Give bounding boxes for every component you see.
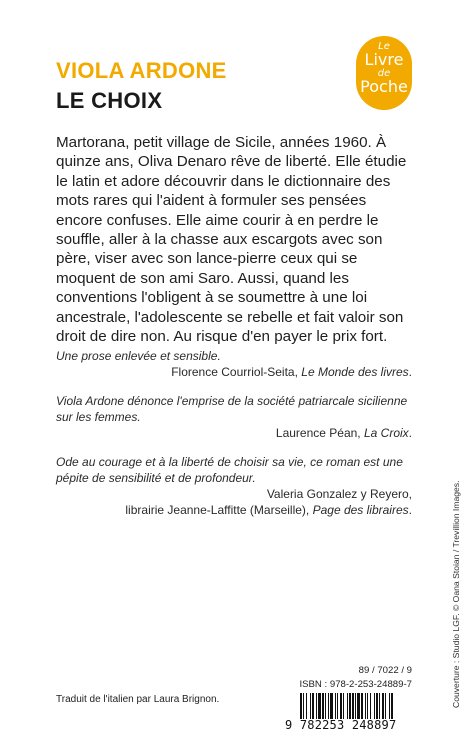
quote-text: Viola Ardone dénonce l'emprise de la société patriarcale sicilienne sur les femmes. xyxy=(56,394,408,424)
barcode-bar xyxy=(352,693,354,719)
quote-author: Valeria Gonzalez y Reyero, xyxy=(266,487,412,501)
quote-source: Page des libraires xyxy=(312,503,409,517)
barcode-bar xyxy=(330,693,333,719)
logo-livre: Livre xyxy=(364,50,404,69)
quote-author: Florence Courriol-Seita, xyxy=(171,365,298,379)
barcode-bar xyxy=(340,693,342,719)
book-codes xyxy=(299,664,412,692)
cover-credit-text: Couverture : Studio LGF. © Oana Stoian / Trevillion Images. xyxy=(451,480,461,708)
quote-text: Ode au courage et à la liberté de choisir sa vie, ce roman est une pépite de sensibilité et de profondeur. xyxy=(56,455,403,485)
barcode-bar xyxy=(376,693,378,719)
logo-de: de xyxy=(377,68,391,79)
barcode-bar xyxy=(343,693,344,719)
barcode-bar xyxy=(337,693,338,719)
barcode-bars xyxy=(292,693,414,719)
cover-credit xyxy=(440,480,461,708)
quote-source: Le Monde des livres xyxy=(301,365,409,379)
barcode-bar xyxy=(385,693,386,719)
quote-attribution xyxy=(56,425,412,441)
barcode-bar xyxy=(379,693,380,719)
barcode-bar xyxy=(382,693,384,719)
blurb-text: Martorana, petit village de Sicile, années 1960. À quinze ans, Oliva Denaro rêve de liberté. Elle étudie le latin et adore découvrir dans le dictionnaire des mots rares qui l'aident à formuler ses pensées encore confuses. Elle aime courir à en perdre le souffle, aller à la chasse aux escargots avec son père, viser avec son lance-pierre ceux qui se moquent de son ami Saro. Aussi, quand les conventions l'obligent à se soumettre à une loi ancestrale, l'adolescente se rebelle et fait valoir son droit de dire non. Au risque d'en payer le prix fort. xyxy=(56,134,407,346)
barcode-bar xyxy=(374,693,375,719)
barcode-bar xyxy=(347,693,348,719)
press-quote xyxy=(56,454,412,518)
back-cover-blurb xyxy=(56,133,416,346)
quote-tail: . xyxy=(408,503,412,517)
barcode-bar xyxy=(328,693,329,719)
barcode-bar xyxy=(357,693,360,719)
quote-author2: librairie Jeanne-Laffitte (Marseille), xyxy=(125,503,310,517)
press-quotes xyxy=(56,348,412,531)
barcode-bar xyxy=(391,693,393,719)
author-name: VIOLA ARDONE xyxy=(56,58,227,83)
press-quote xyxy=(56,393,412,441)
quote-tail: . xyxy=(408,426,412,440)
quote-attribution xyxy=(56,486,412,502)
book-title: LE CHOIX xyxy=(56,88,163,113)
barcode-bar xyxy=(349,693,351,719)
barcode-bar xyxy=(367,693,368,719)
barcode-bar xyxy=(365,693,366,719)
barcode-bar xyxy=(312,693,314,719)
quote-text: Une prose enlevée et sensible. xyxy=(56,349,221,363)
barcode-bar xyxy=(335,693,336,719)
press-quote xyxy=(56,348,412,380)
barcode-bar xyxy=(316,693,317,719)
barcode-bar xyxy=(300,693,302,719)
logo-poche: Poche xyxy=(360,77,408,96)
quote-attribution-line2 xyxy=(56,502,412,518)
barcode-bar xyxy=(370,693,371,719)
quote-tail: . xyxy=(408,365,412,379)
barcode-bar xyxy=(306,693,307,719)
barcode-bar xyxy=(361,693,363,719)
logo-le: Le xyxy=(378,41,390,52)
barcode xyxy=(292,693,414,741)
barcode-number: 9 782253 248897 xyxy=(285,718,397,732)
barcode-bar xyxy=(322,693,324,719)
quote-source: La Croix xyxy=(363,426,409,440)
quote-author: Laurence Péan, xyxy=(275,426,361,440)
barcode-bar xyxy=(310,693,311,719)
translator-credit: Traduit de l'italien par Laura Brignon. xyxy=(56,694,220,705)
barcode-bar xyxy=(303,693,304,719)
publisher-logo xyxy=(356,36,412,110)
barcode-bar xyxy=(318,693,321,719)
barcode-bar xyxy=(355,693,356,719)
barcode-bar xyxy=(389,693,390,719)
quote-attribution xyxy=(56,364,412,380)
barcode-bar xyxy=(325,693,326,719)
reference-code: 89 / 7022 / 9 xyxy=(358,665,412,676)
isbn: ISBN : 978-2-253-24889-7 xyxy=(299,679,412,690)
